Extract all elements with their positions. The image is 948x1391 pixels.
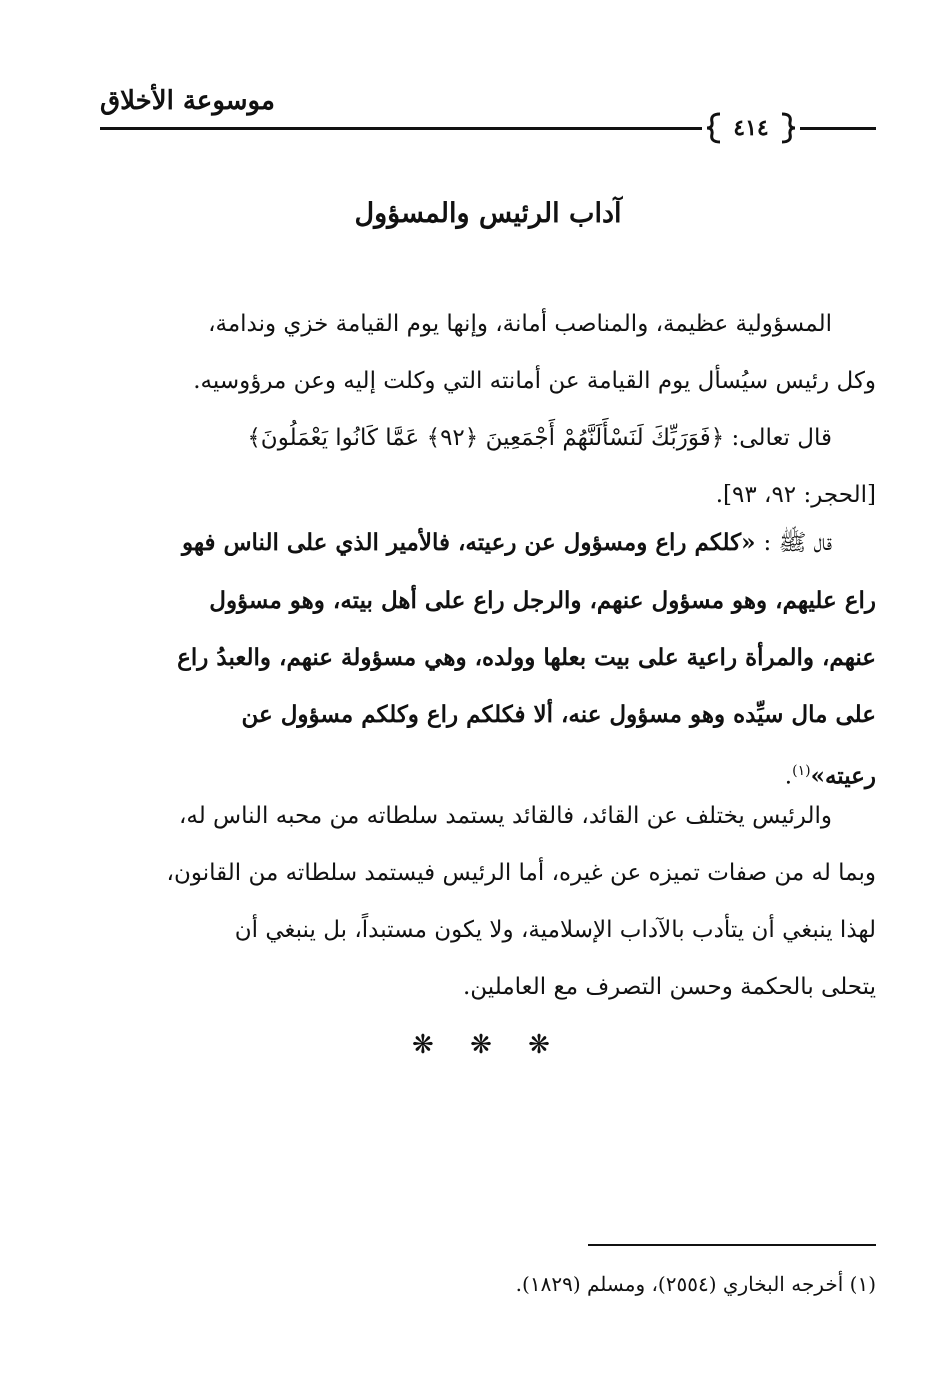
section-title: آداب الرئيس والمسؤول [354, 198, 622, 229]
text-line: لهذا ينبغي أن يتأدب بالآداب الإسلامية، ولا يكون مستبداً، بل ينبغي أن [234, 917, 876, 943]
text-line: والرئيس يختلف عن القائد، فالقائد يستمد سلطاته من محبه الناس له، [178, 803, 832, 829]
quran-verse: ﴿فَوَرَبِّكَ لَنَسْأَلَنَّهُمْ أَجْمَعِينَ ﴿٩٢﴾ عَمَّا كَانُوا يَعْمَلُونَ﴾ [247, 425, 725, 451]
hadith-intro: قال ﷺ : [763, 530, 832, 556]
text-line: على مال سيِّده وهو مسؤول عنه، ألا فكلكم راع وكلكم مسؤول عن [241, 701, 876, 728]
paragraph-responsibility [100, 296, 876, 524]
text-line: رعيته»$^{(١)}$. [784, 762, 876, 790]
page-number: ٤١٤ [733, 115, 769, 141]
footnote: (١) أخرجه البخاري (٢٥٥٤)، ومسلم (١٨٢٩). [515, 1272, 876, 1296]
hadith-text: «كلكم راع ومسؤول عن رعيته، فالأمير الذي على الناس فهو [181, 529, 756, 556]
hadith-end: رعيته» [810, 762, 876, 790]
header-rule-short [800, 127, 876, 130]
text-line: المسؤولية عظيمة، والمناصب أمانة، وإنها يوم القيامة خزي وندامة، [208, 311, 832, 337]
text-line [100, 514, 876, 572]
footnote-mark: (١) [792, 763, 811, 779]
quran-reference: [الحجر: ٩٢، ٩٣]. [715, 482, 876, 508]
section-separator: ❋ ❋ ❋ [412, 1030, 564, 1060]
running-header-title: موسوعة الأخلاق [100, 86, 275, 116]
paragraph-leader-vs-manager [100, 788, 876, 1016]
footnote-rule [588, 1244, 876, 1246]
header-rule [100, 127, 702, 130]
text-line: وبما له من صفات تميزه عن غيره، أما الرئيس فيستمد سلطاته من القانون، [166, 860, 876, 886]
paragraph-hadith [100, 514, 876, 806]
text-line: راع عليهم، وهو مسؤول عنهم، والرجل راع على أهل بيته، وهو مسؤول [209, 587, 876, 614]
text-line: عنهم، والمرأة راعية على بيت بعلها وولده، وهي مسؤولة عنهم، والعبدُ راع [177, 644, 876, 671]
quran-intro: قال تعالى: [731, 425, 832, 451]
text-line: وكل رئيس سيُسأل يوم القيامة عن أمانته التي وكلت إليه وعن مرؤوسيه. [193, 368, 876, 394]
text-line: يتحلى بالحكمة وحسن التصرف مع العاملين. [462, 974, 876, 1000]
page-number-ornament [706, 110, 796, 146]
quran-line [100, 410, 876, 467]
